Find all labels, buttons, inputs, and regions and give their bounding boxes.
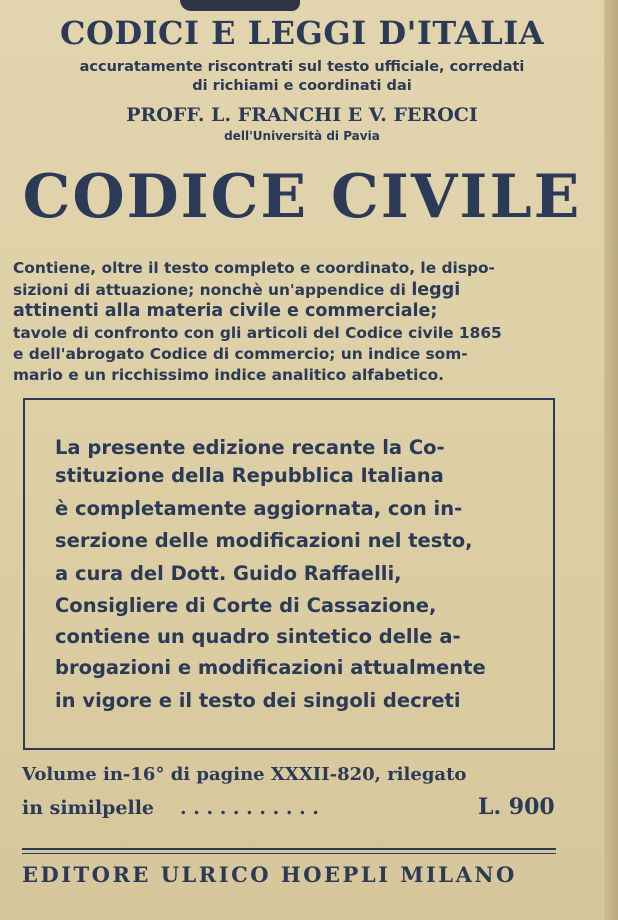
box-line: serzione delle modificazioni nel testo, — [55, 529, 473, 552]
spine-edge — [604, 0, 618, 920]
leader-dots: . . . . . . . . . . . — [180, 797, 319, 819]
description-line: e dell'abrogato Codice di commercio; un indice som- — [13, 345, 468, 363]
box-line: La presente edizione recante la Co- — [55, 436, 445, 459]
description-line: tavole di confronto con gli articoli del Codice civile 1865 — [13, 324, 502, 342]
torn-patch — [180, 0, 300, 11]
divider — [22, 853, 556, 854]
box-line: brogazioni e modificazioni attualmente — [55, 656, 486, 679]
description-line: Contiene, oltre il testo completo e coordinato, le dispo- — [13, 259, 495, 277]
description-line: attinenti alla materia civile e commerciale; — [13, 301, 438, 321]
series-title: CODICI E LEGGI D'ITALIA — [59, 14, 545, 52]
box-line: a cura del Dott. Guido Raffaelli, — [55, 562, 402, 585]
description-text: sizioni di attuazione; nonchè un'appendice di — [13, 281, 406, 299]
authors: PROFF. L. FRANCHI E V. FEROCI — [126, 104, 478, 126]
subtitle-line: di richiami e coordinati dai — [192, 78, 412, 94]
box-line: contiene un quadro sintetico delle a- — [55, 625, 461, 648]
publisher: EDITORE ULRICO HOEPLI MILANO — [22, 862, 517, 887]
subtitle-line: accuratamente riscontrati sul testo ufficiale, corredati — [79, 59, 525, 75]
description-bold: leggi — [411, 280, 461, 300]
box-line: Consigliere di Corte di Cassazione, — [55, 594, 437, 617]
description-line: mario e un ricchissimo indice analitico alfabetico. — [13, 366, 444, 384]
volume-info: Volume in-16° di pagine XXXII-820, rilegato — [22, 764, 467, 785]
price: L. 900 — [478, 794, 555, 820]
book-title: CODICE CIVILE — [22, 162, 582, 232]
divider — [22, 848, 556, 850]
university: dell'Università di Pavia — [224, 129, 380, 143]
box-line: in vigore e il testo dei singoli decreti — [55, 689, 461, 712]
box-line: è completamente aggiornata, con in- — [55, 497, 463, 520]
binding: in similpelle — [22, 797, 154, 819]
description-line — [13, 280, 460, 300]
box-line: stituzione della Repubblica Italiana — [55, 464, 444, 487]
